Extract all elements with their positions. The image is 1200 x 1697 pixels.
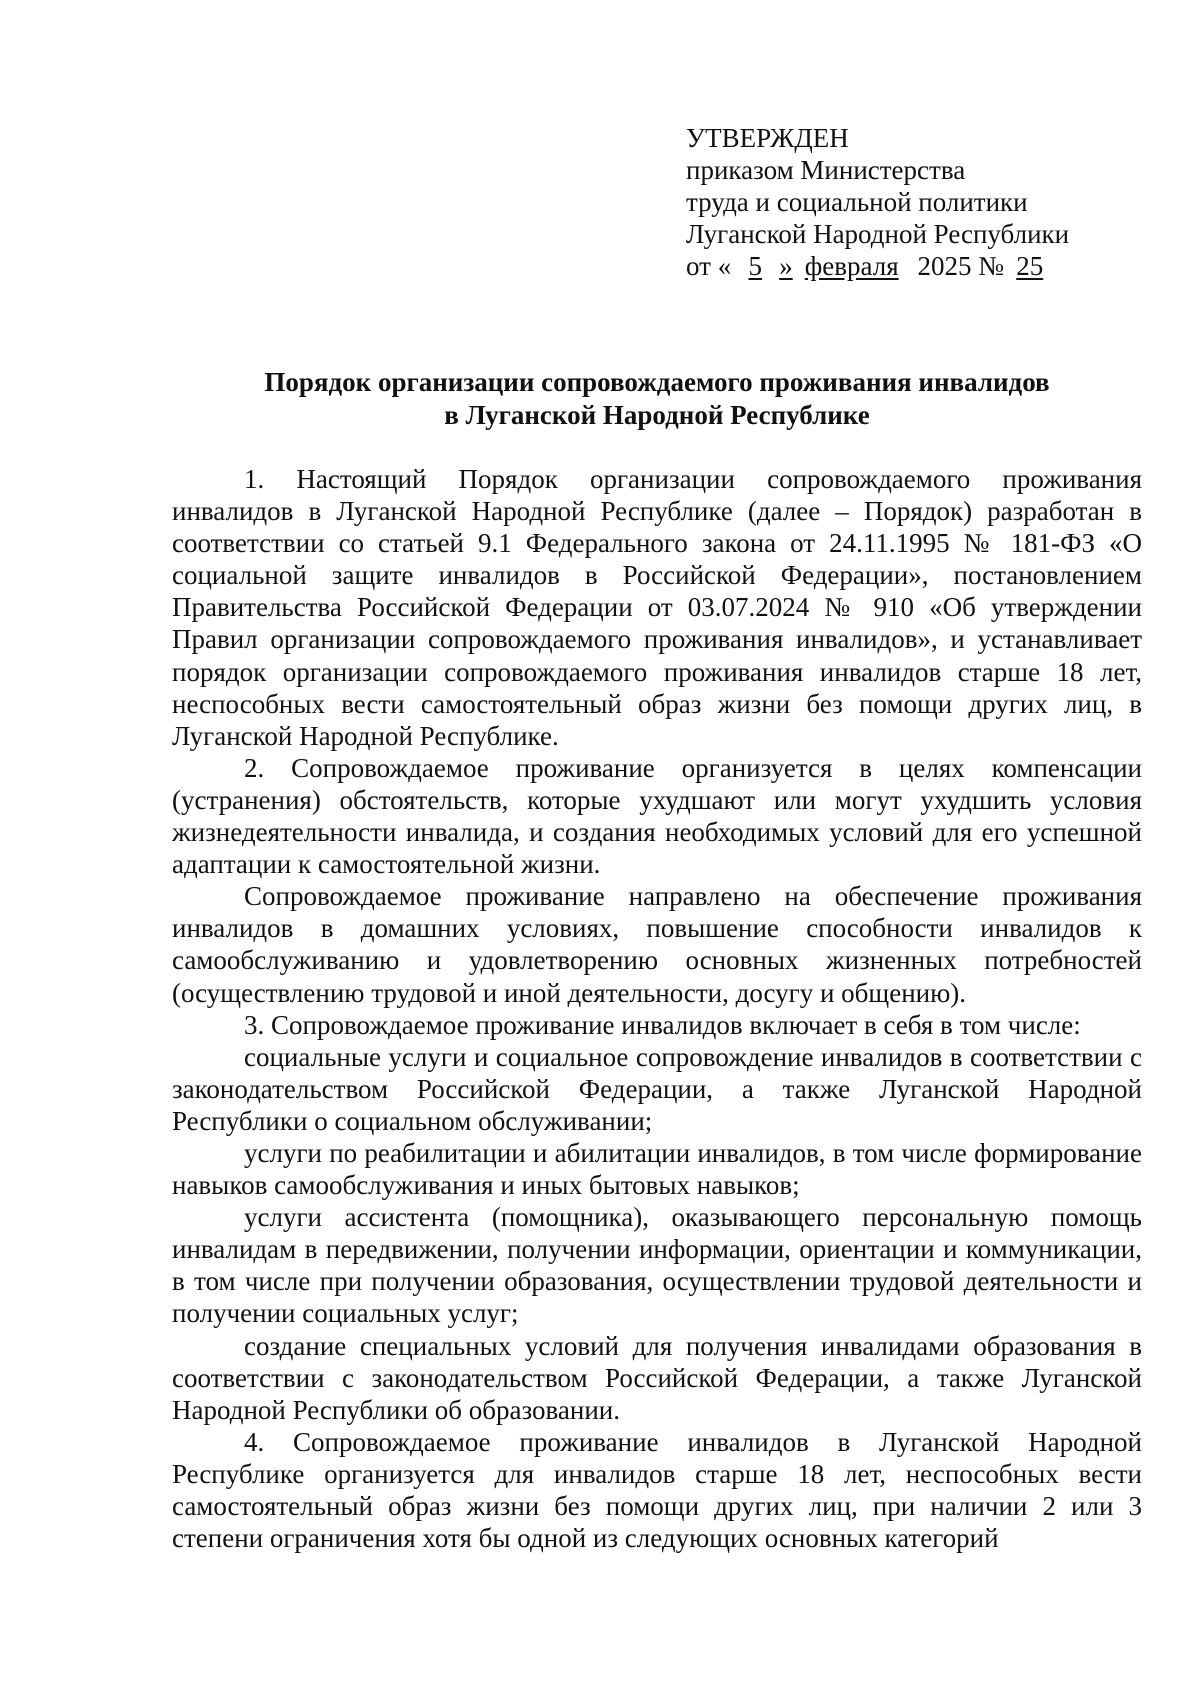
approval-line-ministry: труда и социальной политики <box>686 187 1028 217</box>
date-prefix: от « <box>686 251 732 281</box>
order-number: 25 <box>1016 251 1044 281</box>
title-line-2: в Луганской Народной Республике <box>444 400 870 430</box>
paragraph: услуги ассистента (помощника), оказывающего персональную помощь инвалидам в передвижении, получении информации, ориентации и коммуникации, в том числе при получении образования, осуществлении трудовой деятельности и получении социальных услуг; <box>172 1202 1142 1329</box>
paragraph: 2. Сопровождаемое проживание организуется в целях компенсации (устранения) обстоятельств, которые ухудшают или могут ухудшить условия жизнедеятельности инвалида, и создания необходимых условий для его успешной адаптации к самостоятельной жизни. <box>172 752 1142 880</box>
paragraph: создание специальных условий для получения инвалидами образования в соответствии с законодательством Российской Федерации, а также Луганской Народной Республики об образовании. <box>172 1330 1142 1425</box>
approval-heading: УТВЕРЖДЕН <box>686 123 849 153</box>
paragraph: 4. Сопровождаемое проживание инвалидов в Луганской Народной Республике организуется для инвалидов старше 18 лет, неспособных вести самостоятельный образ жизни без помощи других лиц, при наличии 2 или 3 степени ограничения хотя бы одной из следующих основных категорий <box>172 1426 1142 1554</box>
paragraph: услуги по реабилитации и абилитации инвалидов, в том числе формирование навыков самообслуживания и иных бытовых навыков; <box>172 1137 1142 1201</box>
paragraph: 1. Настоящий Порядок организации сопровождаемого проживания инвалидов в Луганской Народной Республике (далее – Порядок) разработан в соответствии со статьей 9.1 Федерального закона от 24.11.1995 № 181-ФЗ «О социальной защите инвалидов в Российской Федерации», постановлением Правительства Российской Федерации от 03.07.2024 № 910 «Об утверждении Правил организации сопровождаемого проживания инвалидов», и устанавливает порядок организации сопровождаемого проживания инвалидов старше 18 лет, неспособных вести самостоятельный образ жизни без помощи других лиц, в Луганской Народной Республике. <box>172 464 1142 751</box>
paragraph: социальные услуги и социальное сопровождение инвалидов в соответствии с законодательством Российской Федерации, а также Луганской Народной Республики о социальном обслуживании; <box>172 1041 1142 1136</box>
approval-line-order: приказом Министерства <box>686 155 966 185</box>
date-month: февраля <box>804 251 899 281</box>
title-line-1: Порядок организации сопровождаемого проживания инвалидов <box>264 367 1050 397</box>
document-body <box>172 463 1142 1554</box>
approval-stamp <box>686 122 1069 282</box>
paragraph: Сопровождаемое проживание направлено на обеспечение проживания инвалидов в домашних условиях, повышение способности инвалидов к самообслуживанию и удовлетворению основных жизненных потребностей (осуществлению трудовой и иной деятельности, досугу и общению). <box>172 881 1142 1008</box>
approval-line-republic: Луганской Народной Республики <box>686 219 1070 249</box>
document-title <box>172 366 1142 432</box>
paragraph: 3. Сопровождаемое проживание инвалидов включает в себя в том числе: <box>244 1009 1081 1040</box>
date-day: 5 <box>748 251 762 281</box>
date-year-number-label: 2025 № <box>917 251 1004 281</box>
date-separator: » <box>779 251 793 281</box>
approval-date-line <box>686 250 1069 282</box>
